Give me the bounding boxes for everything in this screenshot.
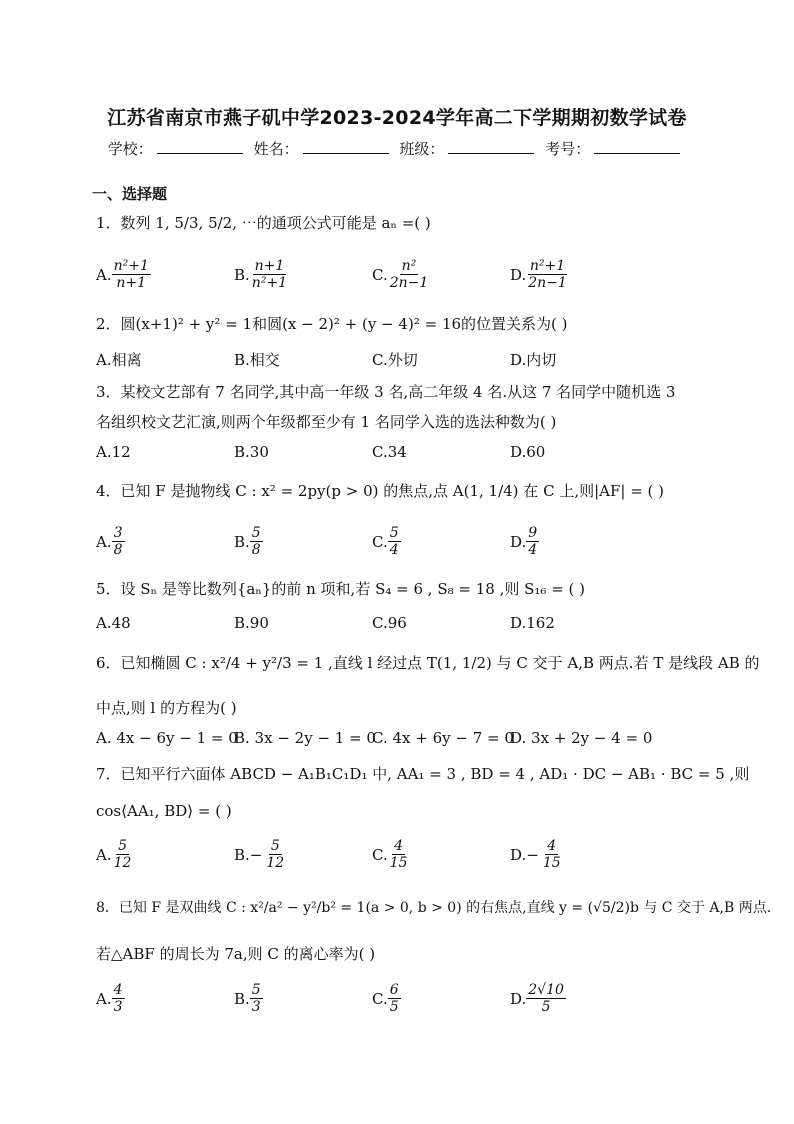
q7-option-b[interactable]: B. − $\frac{5}{12}$ [234, 838, 285, 872]
q8-option-a[interactable]: A. $\frac{4}{3}$ [96, 982, 123, 1016]
q8-option-b[interactable]: B. $\frac{5}{3}$ [234, 982, 261, 1016]
q1-option-b[interactable]: B. $\frac{n+1}{\text{n²+1}}$ [234, 258, 288, 292]
question-4: 4．已知 F 是抛物线 C : x² = 2py(p > 0) 的焦点,点 A(1, 1/4) 在 C 上,则|AF| = ( ) [96, 482, 665, 500]
q6-option-d[interactable]: D. 3x + 2y − 4 = 0 [510, 729, 653, 747]
question-1-options [96, 258, 734, 298]
q4-option-d[interactable]: D. $\frac{9}{4}$ [510, 525, 538, 559]
question-2: 2．圆(x+1)² + y² = 1和圆(x − 2)² + (y − 4)² = 16的位置关系为( ) [96, 315, 568, 333]
q3-option-c[interactable]: C.34 [372, 443, 407, 461]
q3-option-d[interactable]: D.60 [510, 443, 546, 461]
q7-option-a[interactable]: A. $\frac{5}{12}$ [96, 838, 132, 872]
q5-option-c[interactable]: C.96 [372, 614, 407, 632]
school-blank[interactable] [157, 141, 243, 154]
q1-option-d[interactable]: D. $\frac{\text{n²+1}}{2n-1}$ [510, 258, 567, 292]
question-7-line-1: 7．已知平行六面体 ABCD − A₁B₁C₁D₁ 中, AA₁ = 3 , BD = 4 , AD₁ · DC − AB₁ · BC = 5 ,则 [96, 765, 750, 783]
q7-option-c[interactable]: C. $\frac{4}{15}$ [372, 838, 408, 872]
student-info-line [0, 138, 794, 159]
q6-option-c[interactable]: C. 4x + 6y − 7 = 0 [372, 729, 514, 747]
q4-option-c[interactable]: C. $\frac{5}{4}$ [372, 525, 399, 559]
question-8-options [96, 982, 734, 1022]
q5-option-b[interactable]: B.90 [234, 614, 269, 632]
q1-option-c[interactable]: C. $\frac{\text{n²}}{2n-1}$ [372, 258, 429, 292]
question-4-options [96, 525, 734, 565]
question-6-line-1: 6．已知椭圆 C : x²/4 + y²/3 = 1 ,直线 l 经过点 T(1, 1/2) 与 C 交于 A,B 两点.若 T 是线段 AB 的 [96, 654, 760, 672]
q6-option-b[interactable]: B. 3x − 2y − 1 = 0 [234, 729, 376, 747]
q3-option-a[interactable]: A.12 [96, 443, 131, 461]
q2-option-d[interactable]: D.内切 [510, 351, 557, 369]
q5-option-a[interactable]: A.48 [96, 614, 131, 632]
q2-option-a[interactable]: A.相离 [96, 351, 142, 369]
name-blank[interactable] [303, 141, 389, 154]
q1-option-a[interactable]: A. $\frac{\text{n²+1}}{n+1}$ [96, 258, 149, 292]
question-8-line-1: 8．已知 F 是双曲线 C : x²/a² − y²/b² = 1(a > 0, b > 0) 的右焦点,直线 y = (√5/2)b 与 C 交于 A,B 两点. [96, 900, 772, 916]
q3-option-b[interactable]: B.30 [234, 443, 269, 461]
name-label: 姓名： [253, 140, 299, 158]
number-label: 考号： [545, 140, 591, 158]
school-label: 学校： [107, 140, 153, 158]
q4-option-a[interactable]: A. $\frac{3}{8}$ [96, 525, 123, 559]
class-label: 班级： [399, 140, 445, 158]
question-6-line-2: 中点,则 l 的方程为( ) [96, 699, 237, 717]
question-7-line-2: cos⟨AA₁, BD⟩ = ( ) [96, 802, 232, 820]
page-title: 江苏省南京市燕子矶中学2023-2024学年高二下学期期初数学试卷 [107, 107, 687, 129]
q8-option-c[interactable]: C. $\frac{6}{5}$ [372, 982, 399, 1016]
q5-option-d[interactable]: D.162 [510, 614, 555, 632]
class-blank[interactable] [448, 141, 534, 154]
q2-option-b[interactable]: B.相交 [234, 351, 280, 369]
q6-option-a[interactable]: A. 4x − 6y − 1 = 0 [96, 729, 238, 747]
number-blank[interactable] [594, 141, 680, 154]
q8-option-d[interactable]: D. $\frac{2√10}{5}$ [510, 982, 564, 1016]
section-heading: 一、选择题 [92, 185, 168, 203]
question-7-options [96, 838, 734, 878]
question-5: 5．设 Sₙ 是等比数列{aₙ}的前 n 项和,若 S₄ = 6 , S₈ = 18 ,则 S₁₆ = ( ) [96, 580, 586, 598]
q2-option-c[interactable]: C.外切 [372, 351, 418, 369]
question-3-line-2: 名组织校文艺汇演,则两个年级都至少有 1 名同学入选的选法种数为( ) [96, 413, 557, 431]
question-8-line-2: 若△ABF 的周长为 7a,则 C 的离心率为( ) [96, 945, 376, 963]
q4-option-b[interactable]: B. $\frac{5}{8}$ [234, 525, 261, 559]
question-3-line-1: 3．某校文艺部有 7 名同学,其中高一年级 3 名,高二年级 4 名.从这 7 名同学中随机选 3 [96, 383, 676, 401]
question-1: 1．数列 1, 5/3, 5/2, ⋯的通项公式可能是 aₙ =( ) [96, 214, 431, 232]
q7-option-d[interactable]: D. − $\frac{4}{15}$ [510, 838, 561, 872]
